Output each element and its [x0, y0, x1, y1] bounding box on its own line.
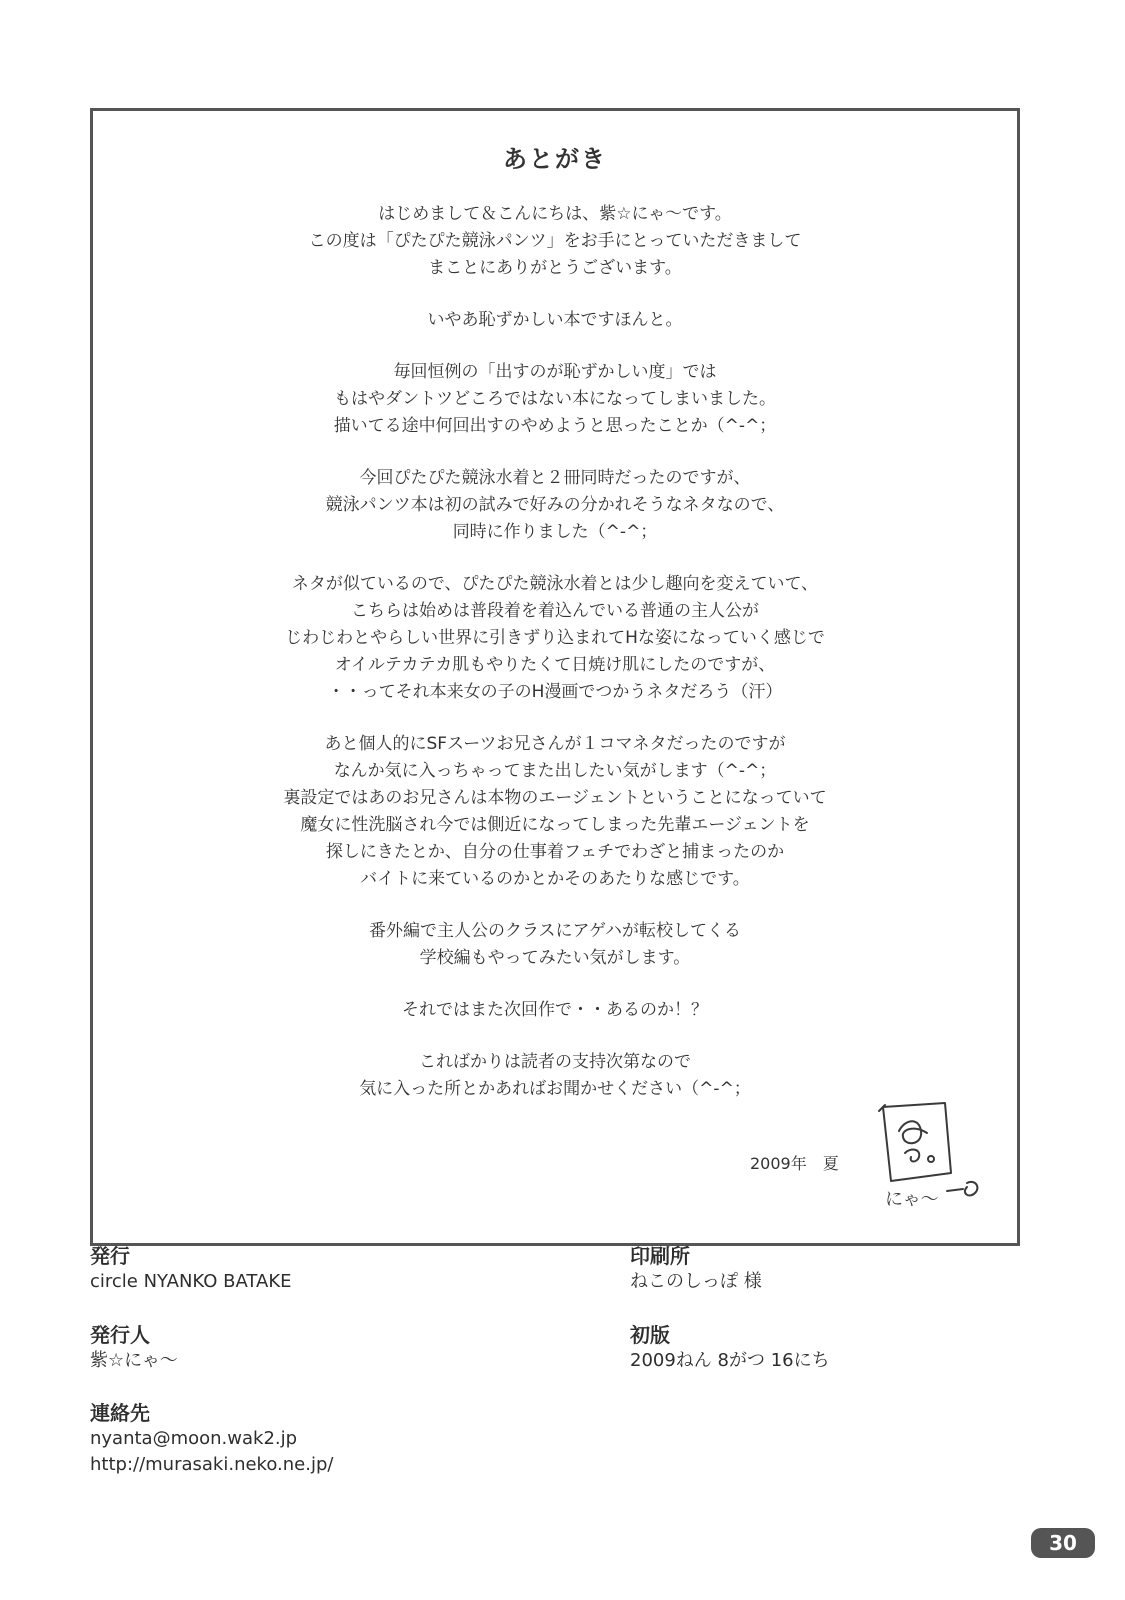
- afterword-line: まことにありがとうございます。: [428, 258, 682, 278]
- afterword-line: 競泳パンツ本は初の試みで好みの分かれそうなネタなので、: [325, 495, 785, 515]
- colophon-printer: [630, 1243, 762, 1295]
- afterword-date: 2009年 夏: [750, 1154, 839, 1173]
- afterword-paragraph: [103, 465, 1007, 546]
- afterword-paragraph: [103, 571, 1007, 706]
- afterword-paragraph: [103, 359, 1007, 440]
- afterword-line: こちらは始めは普段着を着込んでいる普通の主人公が: [351, 601, 759, 621]
- afterword-box: [90, 108, 1020, 1246]
- afterword-body: [103, 201, 1007, 1128]
- publisher-label: 発行: [90, 1244, 130, 1268]
- afterword-paragraph: [103, 307, 1007, 334]
- signature-drawing: [875, 1101, 985, 1211]
- afterword-line: なんか気に入っちゃってまた出したい気がします（^-^；: [333, 761, 777, 781]
- afterword-line: じわじわとやらしい世界に引きずり込まれてHな姿になっていく感じで: [285, 628, 825, 648]
- afterword-line: 番外編で主人公のクラスにアゲハが転校してくる: [369, 921, 741, 941]
- afterword-title: あとがき: [503, 145, 607, 173]
- afterword-line: 同時に作りました（^-^；: [452, 522, 658, 542]
- afterword-line: オイルテカテカ肌もやりたくて日焼け肌にしたのですが、: [334, 655, 776, 675]
- edition-value: 2009ねん 8がつ 16にち: [630, 1350, 830, 1371]
- afterword-line: それではまた次回作で・・あるのか！？: [402, 1000, 708, 1020]
- colophon-contact: [90, 1400, 333, 1478]
- colophon-edition: [630, 1322, 830, 1374]
- afterword-line: 気に入った所とかあればお聞かせください（^-^；: [359, 1079, 751, 1099]
- afterword-line: あと個人的にSFスーツお兄さんが１コマネタだったのですが: [324, 734, 786, 754]
- afterword-line: ネタが似ているので、ぴたぴた競泳水着とは少し趣向を変えていて、: [291, 574, 819, 594]
- publisher-value: circle NYANKO BATAKE: [90, 1271, 292, 1292]
- afterword-line: この度は「ぴたぴた競泳パンツ」をお手にとっていただきまして: [308, 231, 802, 251]
- afterword-paragraph: [103, 201, 1007, 282]
- afterword-line: 学校編もやってみたい気がします。: [419, 948, 691, 968]
- afterword-paragraph: [103, 1049, 1007, 1103]
- afterword-line: 魔女に性洗脳され今では側近になってしまった先輩エージェントを: [300, 815, 810, 835]
- signature-text: にゃ～: [885, 1189, 939, 1210]
- contact-email: nyanta@moon.wak2.jp: [90, 1428, 298, 1449]
- afterword-line: 探しにきたとか、自分の仕事着フェチでわざと捕まったのか: [325, 842, 785, 862]
- afterword-line: 毎回恒例の「出すのが恥ずかしい度」では: [393, 362, 717, 382]
- afterword-line: 描いてる途中何回出すのやめようと思ったことか（^-^；: [333, 416, 777, 436]
- contact-url: http://murasaki.neko.ne.jp/: [90, 1454, 334, 1475]
- afterword-line: こればかりは読者の支持次第なので: [419, 1052, 691, 1072]
- afterword-line: もはやダントツどころではない本になってしまいました。: [334, 389, 776, 409]
- afterword-line: はじめまして＆こんにちは、紫☆にゃ～です。: [378, 204, 732, 224]
- afterword-paragraph: [103, 997, 1007, 1024]
- afterword-line: 裏設定ではあのお兄さんは本物のエージェントということになっていて: [283, 788, 827, 808]
- afterword-line: 今回ぴたぴた競泳水着と２冊同時だったのですが、: [359, 468, 751, 488]
- afterword-line: バイトに来ているのかとかそのあたりな感じです。: [360, 869, 750, 889]
- afterword-paragraph: [103, 918, 1007, 972]
- colophon-publisher: [90, 1243, 292, 1295]
- printer-label: 印刷所: [630, 1244, 690, 1268]
- printer-value: ねこのしっぽ 様: [630, 1271, 762, 1292]
- edition-label: 初版: [630, 1323, 670, 1347]
- afterword-line: ・・ってそれ本来女の子のH漫画でつかうネタだろう（汗）: [327, 682, 783, 702]
- contact-label: 連絡先: [90, 1401, 150, 1425]
- afterword-line: いやあ恥ずかしい本ですほんと。: [427, 310, 683, 330]
- colophon-issuer: [90, 1322, 178, 1374]
- issuer-label: 発行人: [90, 1323, 150, 1347]
- issuer-value: 紫☆にゃ～: [90, 1350, 178, 1371]
- page-number: 30: [1031, 1528, 1095, 1558]
- afterword-paragraph: [103, 731, 1007, 893]
